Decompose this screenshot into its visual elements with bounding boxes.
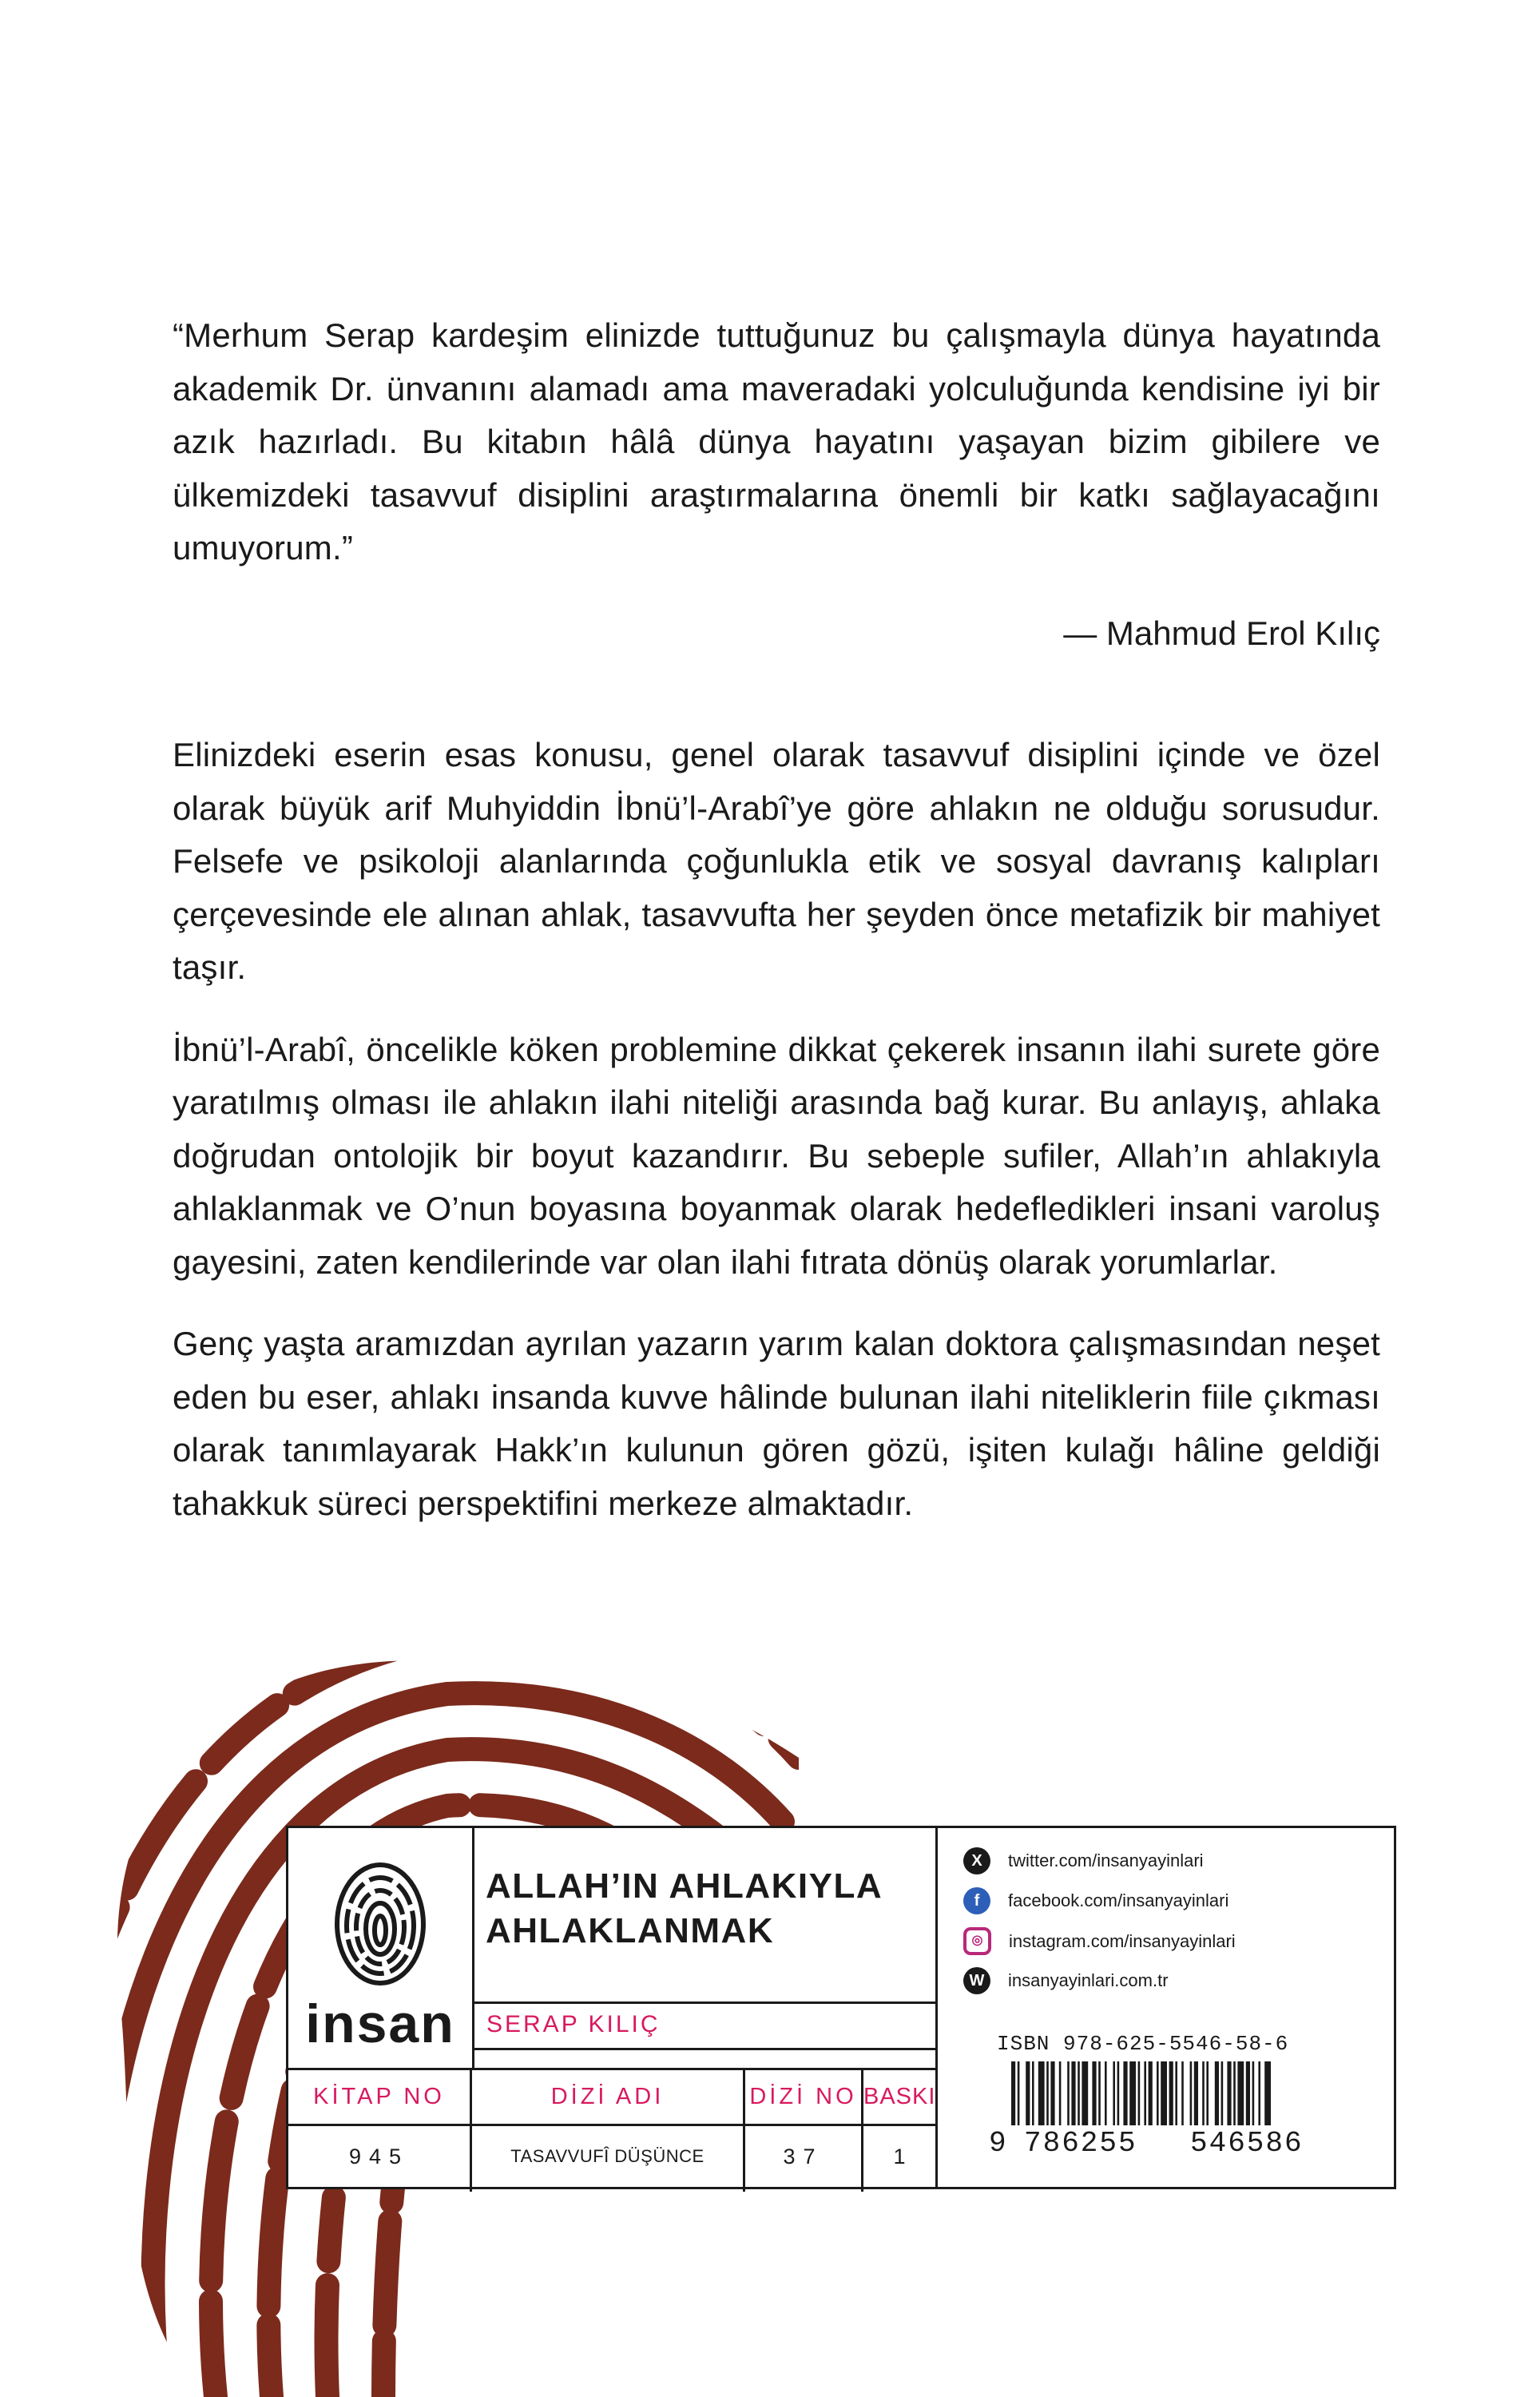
table-cell: TASAVVUFÎ DÜŞÜNCE <box>510 2146 705 2166</box>
catalog-table <box>288 2068 935 2194</box>
table-header: KİTAP NO <box>288 2070 470 2126</box>
social-link-website[interactable] <box>963 1967 1169 1994</box>
author-name: SERAP KILIÇ <box>486 2011 661 2037</box>
description-paragraph: Genç yaşta aramızdan ayrılan yazarın yarım kalan doktora çalışmasından neşet eden bu eser, ahlakı insanda kuvve hâlinde bulunan ilahi niteliklerin fiile çıkması olarak tanımlayarak Hakk’ın kulunun gören gözü, işiten kulağı hâline geldiği tahakkuk süreci perspektifini merkeze almaktadır. <box>173 1325 1380 1522</box>
x-icon: X <box>963 1847 990 1874</box>
publisher-logo <box>288 1828 474 2068</box>
social-link-instagram[interactable] <box>963 1927 1236 1955</box>
author-row <box>472 2001 935 2050</box>
book-title-line: ALLAH’IN AHLAKIYLA <box>486 1866 883 1906</box>
social-url: facebook.com/insanyayinlari <box>1008 1890 1229 1910</box>
fingerprint-logo-icon <box>332 1860 428 1988</box>
endorsement-quote <box>173 309 1380 575</box>
quote-text: “Merhum Serap kardeşim elinizde tuttuğunuz bu çalışmayla dünya hayatında akademik Dr. ünvanını alamadı ama maveradaki yolculuğunda kendisine iyi bir azık hazırladı. Bu kitabın hâlâ dünya hayatını yaşayan bizim gibilere ve ülkemizdeki tasavvuf disiplini araştırmalarına önemli bir katkı sağlayacağını umuyorum.” <box>173 316 1380 566</box>
table-column <box>745 2070 863 2192</box>
barcode-digit-first: 9 <box>989 2127 1006 2160</box>
book-title <box>486 1864 885 1954</box>
social-url: twitter.com/insanyayinlari <box>1008 1850 1204 1870</box>
table-cell: 945 <box>348 2145 410 2168</box>
table-column <box>863 2070 935 2192</box>
description-paragraph: İbnü’l-Arabî, öncelikle köken problemine dikkat çekerek insanın ilahi surete göre yaratılmış olması ile ahlakın ilahi niteliği arasında bağ kurar. Bu anlayış, ahlaka doğrudan ontolojik bir boyut kazandırır. Bu sebeple sufiler, Allah’ın ahlakıyla ahlaklanmak ve O’nun boyasına boyanmak olarak hedefledikleri insani varoluş gayesini, zaten kendilerinde var olan ilahi fıtrata dönüş olarak yorumlarlar. <box>173 1030 1380 1281</box>
quote-attribution: — Mahmud Erol Kılıç <box>1063 614 1380 652</box>
social-link-facebook[interactable] <box>963 1887 1228 1914</box>
description-paragraph: Elinizdeki eserin esas konusu, genel olarak tasavvuf disiplini içinde ve özel olarak büyük arif Muhyiddin İbnü’l-Arabî’ye göre ahlakın ne olduğu sorusudur. Felsefe ve psikoloji alanlarında çoğunlukla etik ve sosyal davranış kalıpları çerçevesinde ele alınan ahlak, tasavvufta her şeyden önce metafizik bir mahiyet taşır. <box>173 736 1380 986</box>
table-column <box>288 2070 472 2192</box>
social-url: insanyayinlari.com.tr <box>1008 1970 1169 1990</box>
publisher-logo-text: insan <box>305 1994 455 2054</box>
web-icon: W <box>963 1967 990 1994</box>
table-header: BASKI <box>863 2070 935 2126</box>
table-header: DİZİ NO <box>745 2070 861 2126</box>
book-info-box <box>286 1826 1396 2189</box>
book-title-line: AHLAKLANMAK <box>486 1911 775 1950</box>
facebook-icon: f <box>963 1887 990 1914</box>
isbn-barcode <box>1011 2061 1340 2125</box>
table-cell: 1 <box>893 2145 906 2168</box>
instagram-icon: ◎ <box>963 1927 991 1955</box>
barcode-digits-right: 546586 <box>1190 2127 1304 2160</box>
table-header: DİZİ ADI <box>472 2070 743 2126</box>
contact-isbn-panel <box>935 1828 1399 2189</box>
barcode-digits-left: 786255 <box>1024 2127 1137 2160</box>
book-description <box>173 729 1380 1530</box>
table-column <box>472 2070 745 2192</box>
table-cell: 37 <box>783 2145 824 2168</box>
social-link-twitter[interactable] <box>963 1847 1204 1874</box>
isbn-label: ISBN 978-625-5546-58-6 <box>997 2032 1289 2056</box>
social-url: instagram.com/insanyayinlari <box>1009 1930 1236 1951</box>
